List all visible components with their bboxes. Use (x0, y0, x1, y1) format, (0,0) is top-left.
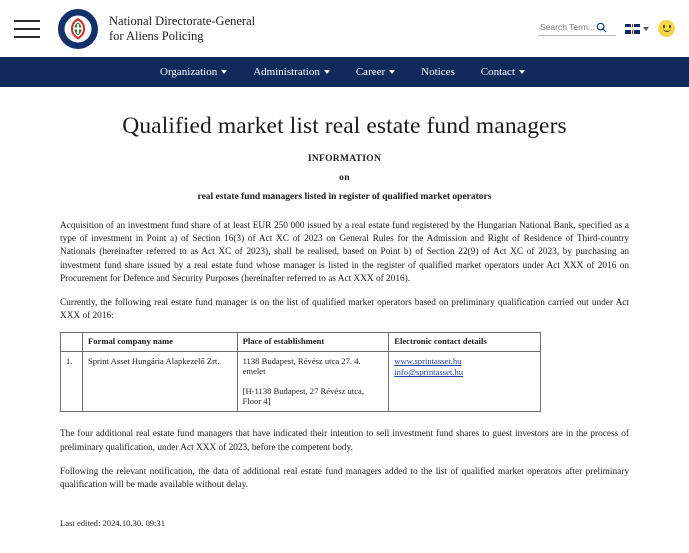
hamburger-bar (14, 36, 40, 38)
table-header-row (61, 333, 541, 352)
subtitle-information: INFORMATION (307, 154, 382, 164)
uk-flag-icon (625, 24, 640, 34)
accessibility-smiley-icon[interactable] (658, 20, 675, 37)
hamburger-bar (14, 20, 40, 22)
search-icon[interactable] (596, 22, 607, 33)
organization-logo[interactable] (58, 9, 98, 49)
row-place (237, 352, 389, 412)
company-website-link[interactable]: www.sprintasset.hu (394, 356, 462, 367)
table-header-company-name: Formal company name (82, 333, 237, 352)
chevron-down-icon (519, 70, 525, 74)
search-box[interactable] (538, 21, 616, 36)
row-company-name: Sprint Asset Hungária Alapkezelő Zrt. (82, 352, 237, 412)
paragraph-4: Following the relevant notification, the data of additional real estate fund managers added to the list of qualified market operators after preliminary qualification will be made available without delay. (60, 466, 629, 491)
nav-label: Organization (160, 66, 218, 78)
table-header-place: Place of establishment (237, 333, 389, 352)
organization-name-line1: National Directorate-General (109, 13, 256, 28)
organization-name-line2: for Aliens Policing (109, 28, 204, 43)
place-line2: [H-1138 Budapest, 27 Révész utca, Floor 4] (242, 386, 364, 407)
page-title: Qualified market list real estate fund managers (122, 113, 567, 139)
main-navigation (0, 57, 689, 87)
place-line1: 1138 Budapest, Révész utca 27. 4. emelet (242, 356, 361, 377)
qualified-operators-table (60, 332, 541, 412)
page-content (0, 113, 689, 528)
table-header-index (61, 333, 83, 352)
table-header-contact: Electronic contact details (389, 333, 541, 352)
nav-label: Administration (253, 66, 320, 78)
paragraph-1: Acquisition of an investment fund share of at least EUR 250 000 issued by a real estate fund registered by the Hungarian National Bank, specified as a type of investment in Point a) of Section 16(3) of Act XC of 2023 on General Rules for the Admission and Right of Residence of Third-country Nationals (hereinafter referred to as Act XC of 2023), shall be realised, based on Point b) of Section 22(9) of Act XC of 2023, by purchasing an investment fund share issued by a real estate fund whose manager is listed in the register of qualified market operators under Act XXX of 2016 on Procurement for Defence and Security Purposes (hereinafter referred to as Act XXX of 2016). (60, 221, 629, 284)
chevron-down-icon (389, 70, 395, 74)
row-contact (389, 352, 541, 412)
search-input[interactable] (538, 21, 596, 33)
table-row (61, 352, 541, 412)
nav-item-notices[interactable] (421, 66, 455, 78)
header-tools (538, 20, 675, 37)
hamburger-bar (14, 28, 40, 30)
nav-item-organization[interactable] (160, 66, 227, 78)
nav-item-contact[interactable] (481, 66, 525, 78)
nav-label: Career (355, 66, 386, 78)
language-selector[interactable] (625, 24, 649, 34)
nav-item-career[interactable] (356, 66, 395, 78)
nav-label: Contact (480, 66, 515, 78)
organization-name (109, 14, 255, 44)
site-header (0, 0, 689, 57)
nav-item-administration[interactable] (253, 66, 330, 78)
hamburger-menu-icon[interactable] (14, 20, 40, 38)
row-index: 1. (61, 352, 83, 412)
chevron-down-icon[interactable] (643, 27, 649, 31)
subtitle-detail: real estate fund managers listed in register of qualified market operators (197, 192, 492, 202)
company-email-link[interactable]: info@sprintasset.hu (394, 367, 464, 378)
last-edited-text: Last edited: 2024.10.30. 09:31 (60, 518, 166, 529)
chevron-down-icon (324, 70, 330, 74)
chevron-down-icon (221, 70, 227, 74)
paragraph-2: Currently, the following real estate fund manager is on the list of qualified market operators based on preliminary qualification carried out under Act XXX of 2016: (60, 298, 629, 322)
subtitle-on: on (339, 173, 350, 183)
paragraph-3: The four additional real estate fund managers that have indicated their intention to sell investment fund shares to guest investors are in the process of preliminary qualification, under Act XXX of 2023, before the competent body. (60, 429, 629, 453)
nav-label: Notices (421, 66, 455, 78)
